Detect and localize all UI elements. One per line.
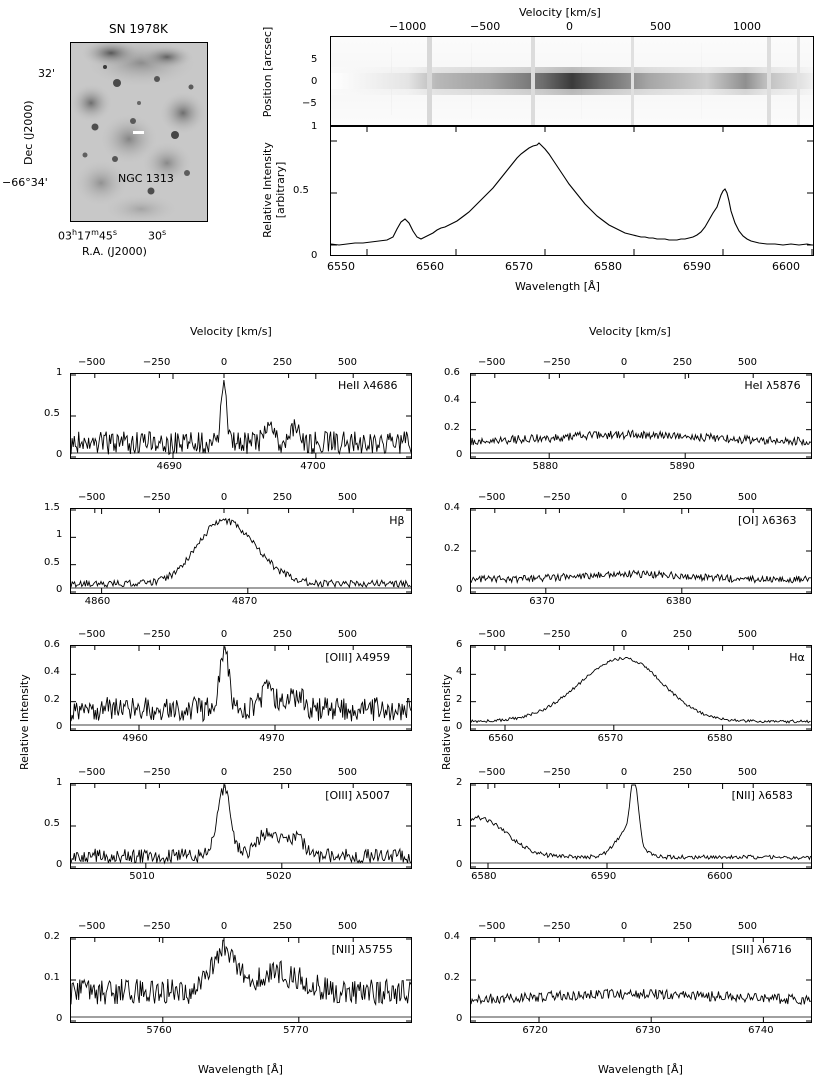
vel-tick-L1-3: 250 bbox=[272, 492, 292, 503]
ytick-R2-0: 0 bbox=[456, 721, 463, 732]
ytick-R1-0: 0 bbox=[456, 584, 463, 595]
velocity-axis-title-right: Velocity [km/s] bbox=[589, 325, 671, 338]
ytick-R1-2: 0.4 bbox=[444, 502, 460, 513]
vel-tick-L0-3: 250 bbox=[272, 357, 292, 368]
line-label: HeI λ5876 bbox=[744, 379, 801, 392]
vel-tick-L4-1: −250 bbox=[142, 921, 171, 932]
ngc1313-label: NGC 1313 bbox=[118, 172, 174, 185]
vel-tick-R4-1: −250 bbox=[542, 921, 571, 932]
image-xtick-0: 03$^h$17$^m$45$^s$ bbox=[58, 228, 118, 243]
vel-tick-R4-0: −500 bbox=[477, 921, 506, 932]
right-col-yaxis-label: Relative Intensity bbox=[440, 674, 453, 770]
vel-tick-L3-4: 500 bbox=[337, 767, 357, 778]
image-xaxis-label: R.A. (J2000) bbox=[82, 245, 147, 258]
vel-tick-L0-2: 0 bbox=[220, 357, 228, 368]
ytick-L4-2: 0.2 bbox=[44, 931, 60, 942]
vel-tick-top-3: 500 bbox=[650, 20, 671, 33]
ytick-L0-2: 1 bbox=[56, 367, 63, 378]
ytick-L3-0: 0 bbox=[56, 859, 63, 870]
ytick-R0-1: 0.2 bbox=[444, 421, 460, 433]
vel-tick-L0-4: 500 bbox=[337, 357, 357, 368]
wave-tick-4: 6590 bbox=[683, 260, 711, 273]
vel-tick-R0-4: 500 bbox=[737, 357, 757, 368]
halpha-profile-plot bbox=[330, 126, 814, 256]
ytick-R3-2: 2 bbox=[456, 777, 463, 788]
xtick-L0-0: 4690 bbox=[156, 461, 183, 472]
line-label: [OIII] λ4959 bbox=[325, 651, 391, 664]
velocity-axis-title-left: Velocity [km/s] bbox=[190, 325, 272, 338]
ytick-L3-1: 0.5 bbox=[44, 818, 60, 829]
vel-tick-L2-4: 500 bbox=[337, 629, 357, 640]
ytick-L0-0: 0 bbox=[56, 449, 63, 460]
line-label: [NII] λ6583 bbox=[731, 789, 793, 802]
ytick-L1-3: 1.5 bbox=[44, 502, 60, 513]
ytick-R2-2: 4 bbox=[456, 666, 463, 678]
ytick-R3-0: 0 bbox=[456, 859, 463, 870]
vel-tick-R2-1: −250 bbox=[542, 629, 571, 640]
vel-tick-L1-4: 500 bbox=[337, 492, 357, 503]
pos-ytick-1: 0 bbox=[311, 76, 318, 87]
vel-tick-L2-0: −500 bbox=[77, 629, 106, 640]
ytick-L3-2: 1 bbox=[56, 777, 63, 788]
line-label: Hβ bbox=[389, 514, 405, 527]
vel-tick-R4-3: 250 bbox=[672, 921, 692, 932]
vel-tick-L3-0: −500 bbox=[77, 767, 106, 778]
vel-tick-top-0: −1000 bbox=[389, 20, 427, 33]
sn1978k-field-image bbox=[70, 42, 208, 222]
vel-tick-R4-4: 500 bbox=[737, 921, 757, 932]
wavelength-axis-label-left: Wavelength [Å] bbox=[198, 1063, 283, 1076]
int-ytick-0: 0 bbox=[311, 250, 318, 261]
xtick-R1-0: 6370 bbox=[529, 596, 555, 607]
left-col-yaxis-label: Relative Intensity bbox=[18, 674, 31, 770]
vel-tick-R0-3: 250 bbox=[672, 357, 692, 368]
vel-tick-L2-3: 250 bbox=[272, 629, 292, 640]
vel-tick-R2-2: 0 bbox=[620, 629, 628, 640]
vel-tick-R0-2: 0 bbox=[620, 357, 628, 368]
vel-tick-L3-1: −250 bbox=[142, 767, 171, 778]
ytick-L2-3: 0.6 bbox=[44, 639, 60, 650]
wave-tick-1: 6560 bbox=[416, 260, 444, 273]
vel-tick-R2-3: 250 bbox=[672, 629, 692, 640]
ytick-L1-1: 0.5 bbox=[44, 556, 60, 568]
xtick-R4-1: 6730 bbox=[635, 1025, 661, 1036]
vel-tick-L1-1: −250 bbox=[142, 492, 171, 503]
xtick-R2-1: 6570 bbox=[597, 733, 624, 744]
ytick-R2-3: 6 bbox=[456, 639, 463, 650]
xtick-L2-0: 4960 bbox=[122, 733, 148, 744]
xtick-R2-0: 6560 bbox=[488, 733, 514, 744]
xtick-R0-0: 5880 bbox=[532, 461, 559, 472]
vel-tick-L1-0: −500 bbox=[77, 492, 106, 503]
vel-tick-R3-1: −250 bbox=[542, 767, 571, 778]
vel-tick-R1-1: −250 bbox=[542, 492, 571, 503]
vel-tick-top-2: 0 bbox=[566, 20, 573, 33]
wave-tick-0: 6550 bbox=[327, 260, 355, 273]
xtick-R4-0: 6720 bbox=[522, 1025, 548, 1036]
vel-tick-L2-1: −250 bbox=[142, 629, 171, 640]
vel-tick-L0-0: −500 bbox=[77, 357, 106, 368]
xtick-L3-0: 5010 bbox=[129, 871, 155, 882]
ytick-L0-1: 0.5 bbox=[44, 408, 60, 419]
xtick-R3-1: 6590 bbox=[590, 871, 617, 882]
ytick-R4-2: 0.4 bbox=[444, 931, 460, 942]
xtick-L4-0: 5760 bbox=[146, 1025, 172, 1036]
vel-tick-L4-4: 500 bbox=[337, 921, 357, 932]
vel-tick-L0-1: −250 bbox=[142, 357, 171, 368]
ytick-L1-2: 1 bbox=[56, 529, 63, 541]
image-ytick-1: −66°34' bbox=[2, 176, 48, 189]
image-panel-title: SN 1978K bbox=[109, 22, 168, 36]
ytick-R1-1: 0.2 bbox=[444, 543, 460, 554]
vel-tick-R1-4: 500 bbox=[737, 492, 757, 503]
wavelength-axis-label-top: Wavelength [Å] bbox=[515, 280, 600, 293]
ytick-L2-0: 0 bbox=[56, 721, 63, 732]
xtick-L4-1: 5770 bbox=[283, 1025, 309, 1036]
ytick-L4-1: 0.1 bbox=[44, 972, 60, 983]
ytick-L2-2: 0.4 bbox=[44, 666, 60, 678]
xtick-R2-2: 6580 bbox=[707, 733, 733, 744]
int-ytick-2: 1 bbox=[311, 121, 318, 132]
vel-tick-R4-2: 0 bbox=[620, 921, 628, 932]
line-label: HeII λ4686 bbox=[338, 379, 398, 392]
line-panel-h- bbox=[70, 508, 412, 594]
xtick-R0-1: 5890 bbox=[669, 461, 695, 472]
vel-tick-L3-2: 0 bbox=[220, 767, 228, 778]
line-label: Hα bbox=[789, 651, 805, 664]
int-ytick-1: 0.5 bbox=[293, 185, 309, 196]
vel-tick-R3-3: 250 bbox=[672, 767, 692, 778]
ytick-R0-2: 0.4 bbox=[444, 394, 460, 406]
pos-ytick-2: −5 bbox=[302, 98, 317, 109]
position-axis-label: Position [arcsec] bbox=[261, 26, 274, 118]
vel-tick-L4-3: 250 bbox=[272, 921, 292, 932]
ytick-L2-1: 0.2 bbox=[44, 693, 60, 705]
vel-tick-R3-0: −500 bbox=[477, 767, 506, 778]
wave-tick-3: 6580 bbox=[594, 260, 622, 273]
image-yaxis-label: Dec (J2000) bbox=[22, 100, 35, 165]
line-label: [NII] λ5755 bbox=[331, 943, 393, 956]
xtick-R1-1: 6380 bbox=[666, 596, 692, 607]
vel-tick-top-1: −500 bbox=[470, 20, 501, 33]
vel-tick-L2-2: 0 bbox=[220, 629, 228, 640]
vel-tick-L1-2: 0 bbox=[220, 492, 228, 503]
ytick-R0-0: 0 bbox=[456, 449, 463, 460]
twod-spectrum-panel bbox=[330, 36, 814, 126]
image-ytick-0: 32' bbox=[38, 67, 56, 80]
pos-ytick-0: 5 bbox=[311, 54, 318, 65]
vel-tick-R1-3: 250 bbox=[672, 492, 692, 503]
xtick-L1-1: 4870 bbox=[231, 596, 258, 607]
xtick-R3-0: 6580 bbox=[471, 871, 497, 882]
xtick-L0-1: 4700 bbox=[300, 461, 326, 472]
intensity-axis-label: Relative Intensity [arbitrary] bbox=[261, 142, 287, 238]
line-label: [OIII] λ5007 bbox=[325, 789, 391, 802]
vel-tick-R1-0: −500 bbox=[477, 492, 506, 503]
vel-tick-L3-3: 250 bbox=[272, 767, 292, 778]
ytick-R4-0: 0 bbox=[456, 1013, 463, 1024]
line-label: [SII] λ6716 bbox=[731, 943, 792, 956]
vel-tick-top-4: 1000 bbox=[733, 20, 761, 33]
ytick-R3-1: 1 bbox=[456, 818, 463, 829]
vel-tick-R3-4: 500 bbox=[737, 767, 757, 778]
wave-tick-2: 6570 bbox=[505, 260, 533, 273]
image-xtick-1: 30$^s$ bbox=[148, 228, 167, 243]
xtick-R3-2: 6600 bbox=[707, 871, 733, 882]
vel-tick-R1-2: 0 bbox=[620, 492, 628, 503]
ytick-R2-1: 2 bbox=[456, 693, 463, 705]
vel-tick-R0-1: −250 bbox=[542, 357, 571, 368]
xtick-L3-1: 5020 bbox=[266, 871, 292, 882]
vel-tick-L4-2: 0 bbox=[220, 921, 228, 932]
xtick-L1-0: 4860 bbox=[84, 596, 111, 607]
wavelength-axis-label-right: Wavelength [Å] bbox=[598, 1063, 683, 1076]
xtick-L2-1: 4970 bbox=[259, 733, 285, 744]
ytick-R0-3: 0.6 bbox=[444, 367, 460, 378]
vel-tick-L4-0: −500 bbox=[77, 921, 106, 932]
ytick-L4-0: 0 bbox=[56, 1013, 63, 1024]
vel-tick-R3-2: 0 bbox=[620, 767, 628, 778]
wave-tick-5: 6600 bbox=[772, 260, 800, 273]
vel-tick-R0-0: −500 bbox=[477, 357, 506, 368]
velocity-axis-title-top: Velocity [km/s] bbox=[519, 6, 601, 19]
line-panel-h- bbox=[470, 645, 812, 731]
line-label: [OI] λ6363 bbox=[738, 514, 797, 527]
ytick-R4-1: 0.2 bbox=[444, 972, 460, 983]
vel-tick-R2-0: −500 bbox=[477, 629, 506, 640]
xtick-R4-2: 6740 bbox=[748, 1025, 774, 1036]
ytick-L1-0: 0 bbox=[56, 584, 63, 595]
vel-tick-R2-4: 500 bbox=[737, 629, 757, 640]
